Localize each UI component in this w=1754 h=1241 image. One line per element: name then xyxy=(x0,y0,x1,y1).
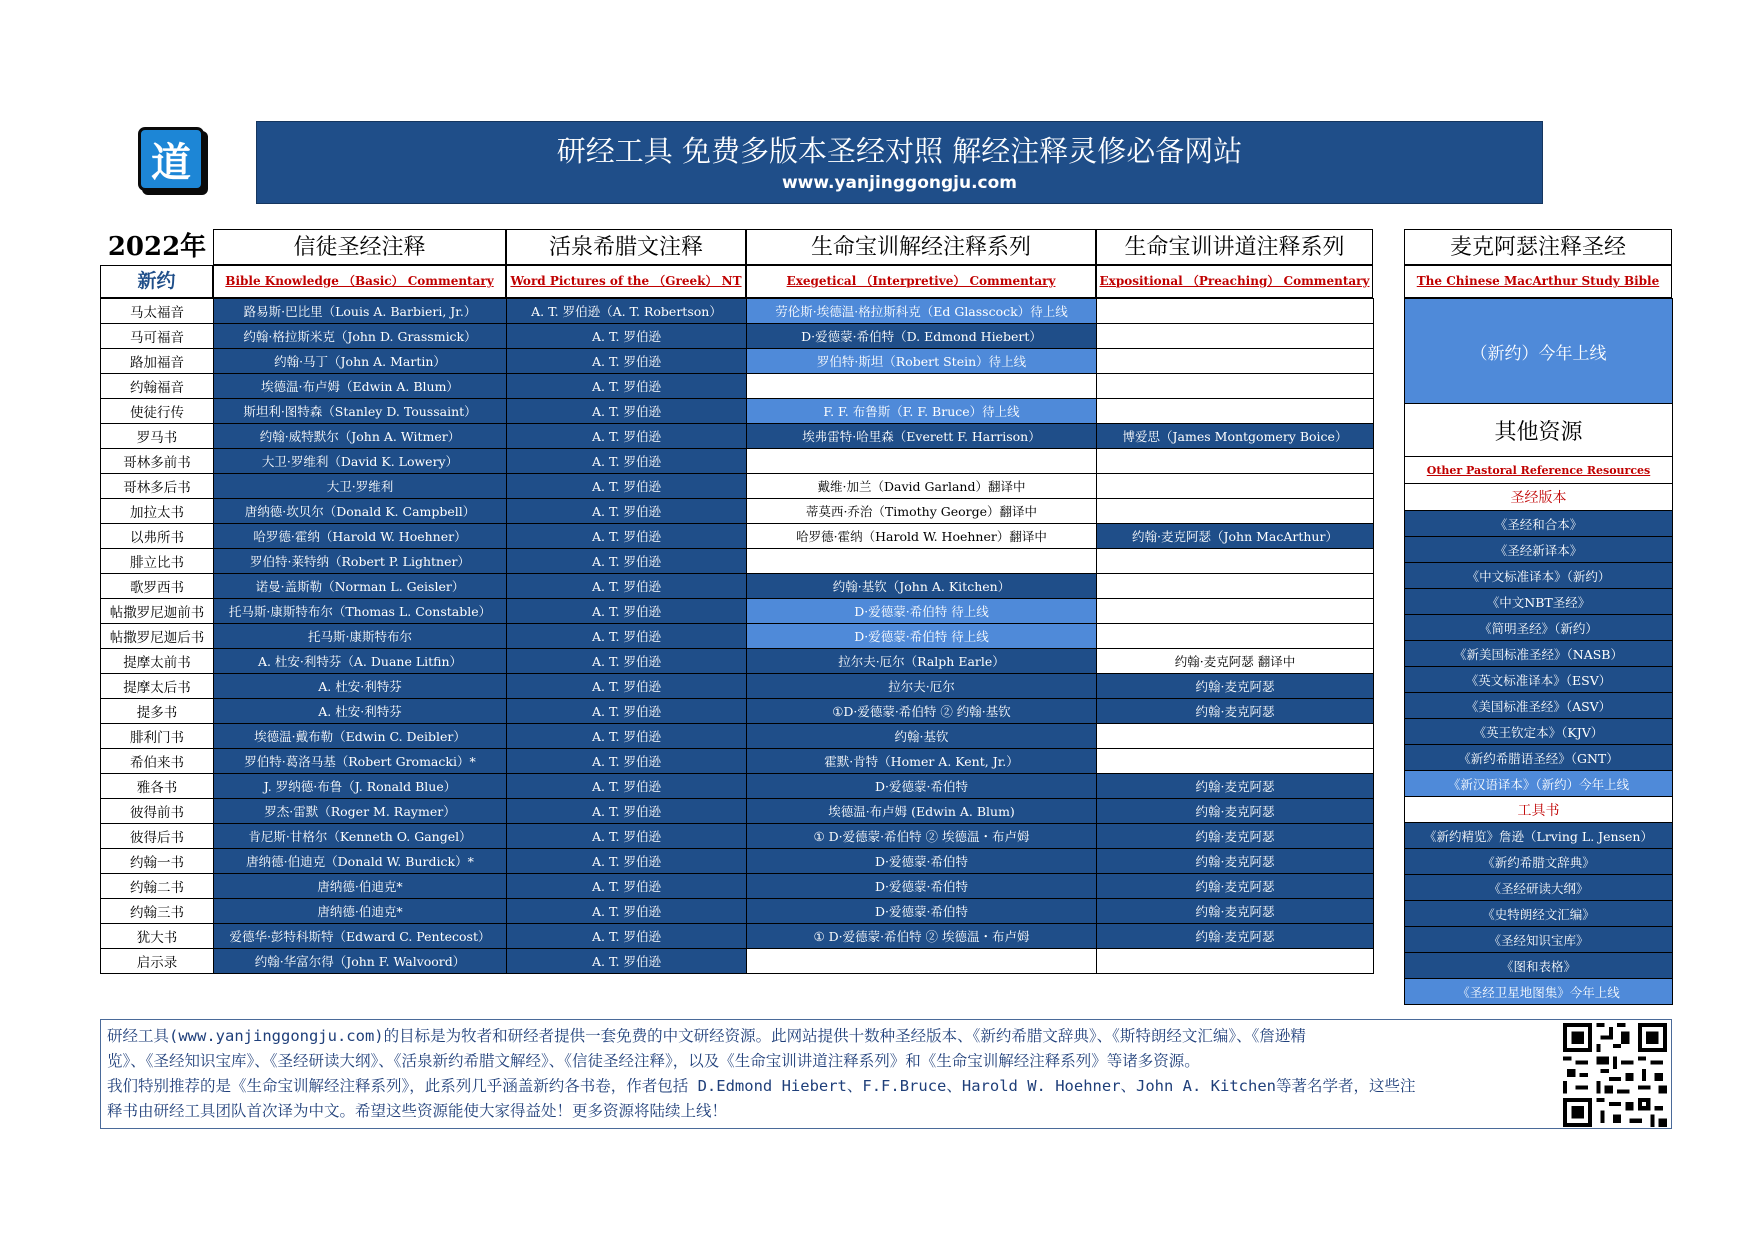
exegetical-author xyxy=(747,449,1097,474)
wp-author[interactable]: A. T. 罗伯逊 xyxy=(507,749,747,774)
book-name[interactable]: 启示录 xyxy=(101,949,214,974)
expositional-author[interactable]: 约翰·麦克阿瑟 xyxy=(1097,674,1374,699)
book-name[interactable]: 罗马书 xyxy=(101,424,214,449)
book-name[interactable]: 腓立比书 xyxy=(101,549,214,574)
expositional-author[interactable]: 约翰·麦克阿瑟（John MacArthur） xyxy=(1097,524,1374,549)
tools-label: 工具书 xyxy=(1405,797,1673,823)
book-name[interactable]: 提多书 xyxy=(101,699,214,724)
tool-item[interactable]: 《图和表格》 xyxy=(1405,953,1673,979)
wp-author[interactable]: A. T. 罗伯逊 xyxy=(507,849,747,874)
bkc-author[interactable]: A. 杜安·利特芬（A. Duane Litfin） xyxy=(214,649,507,674)
bkc-author[interactable]: A. 杜安·利特芬 xyxy=(214,699,507,724)
expositional-author xyxy=(1097,449,1374,474)
exegetical-author[interactable]: ①D·爱德蒙·希伯特 ② 约翰·基钦 xyxy=(747,699,1097,724)
versions-label: 圣经版本 xyxy=(1405,484,1673,511)
book-name[interactable]: 腓利门书 xyxy=(101,724,214,749)
other-resources-title: 其他资源 xyxy=(1405,404,1673,457)
version-item[interactable]: 《圣经新译本》 xyxy=(1405,537,1673,563)
exegetical-author xyxy=(747,949,1097,974)
book-name[interactable]: 约翰一书 xyxy=(101,849,214,874)
expositional-author[interactable]: 约翰·麦克阿瑟 xyxy=(1097,899,1374,924)
footer-box xyxy=(100,1019,1672,1129)
book-name[interactable]: 哥林多前书 xyxy=(101,449,214,474)
bkc-author[interactable]: 哈罗德·霍纳（Harold W. Hoehner） xyxy=(214,524,507,549)
exegetical-author[interactable]: D·爱德蒙·希伯特 待上线 xyxy=(747,599,1097,624)
table-row xyxy=(101,399,1374,424)
bkc-author[interactable]: 唐纳德·坎贝尔（Donald K. Campbell） xyxy=(214,499,507,524)
expositional-author xyxy=(1097,749,1374,774)
tool-item[interactable]: 《史特朗经文汇编》 xyxy=(1405,901,1673,927)
bkc-author[interactable]: 大卫·罗维利 xyxy=(214,474,507,499)
bkc-author[interactable]: 爱德华·彭特科斯特（Edward C. Pentecost） xyxy=(214,924,507,949)
book-name[interactable]: 提摩太前书 xyxy=(101,649,214,674)
bkc-author[interactable]: 唐纳德·伯迪克（Donald W. Burdick）* xyxy=(214,849,507,874)
bkc-author[interactable]: 肯尼斯·甘格尔（Kenneth O. Gangel） xyxy=(214,824,507,849)
col-title-macarthur: 麦克阿瑟注释圣经 xyxy=(1404,229,1672,265)
footer-text xyxy=(107,1024,1547,1124)
book-name[interactable]: 约翰三书 xyxy=(101,899,214,924)
exegetical-author[interactable]: 拉尔夫·厄尔 xyxy=(747,674,1097,699)
expositional-author xyxy=(1097,724,1374,749)
expositional-author xyxy=(1097,474,1374,499)
table-row xyxy=(101,449,1374,474)
col-sub-exegetical[interactable]: Exegetical （Interpretive） Commentary xyxy=(746,265,1096,298)
book-name[interactable]: 加拉太书 xyxy=(101,499,214,524)
wp-author[interactable]: A. T. 罗伯逊 xyxy=(507,574,747,599)
wp-author[interactable]: A. T. 罗伯逊 xyxy=(507,474,747,499)
table-row xyxy=(101,649,1374,674)
wp-author[interactable]: A. T. 罗伯逊 xyxy=(507,924,747,949)
col-title-expositional: 生命宝训讲道注释系列 xyxy=(1096,229,1373,265)
version-item[interactable]: 《新汉语译本》（新约）今年上线 xyxy=(1405,771,1673,797)
book-name[interactable]: 帖撒罗尼迦前书 xyxy=(101,599,214,624)
table-row xyxy=(101,599,1374,624)
table-row xyxy=(101,699,1374,724)
bkc-author[interactable]: 大卫·罗维利（David K. Lowery） xyxy=(214,449,507,474)
exegetical-author[interactable]: D·爱德蒙·希伯特 待上线 xyxy=(747,624,1097,649)
bkc-author[interactable]: 埃德温·布卢姆（Edwin A. Blum） xyxy=(214,374,507,399)
bkc-author[interactable]: 约翰·马丁（John A. Martin） xyxy=(214,349,507,374)
wp-author[interactable]: A. T. 罗伯逊 xyxy=(507,549,747,574)
exegetical-author[interactable]: F. F. 布鲁斯（F. F. Bruce）待上线 xyxy=(747,399,1097,424)
exegetical-author[interactable]: 埃德温·布卢姆 (Edwin A. Blum) xyxy=(747,799,1097,824)
table-row xyxy=(101,874,1374,899)
bkc-author[interactable]: 唐纳德·伯迪克* xyxy=(214,874,507,899)
exegetical-author[interactable]: 蒂莫西·乔治（Timothy George）翻译中 xyxy=(747,499,1097,524)
exegetical-author[interactable]: ① D·爱德蒙·希伯特 ② 埃德温・布卢姆 xyxy=(747,824,1097,849)
col-sub-expositional[interactable]: Expositional （Preaching） Commentary xyxy=(1096,265,1373,298)
expositional-author xyxy=(1097,599,1374,624)
footer-line: 释书由研经工具团队首次译为中文。希望这些资源能使大家得益处！更多资源将陆续上线！ xyxy=(107,1102,728,1120)
banner-url[interactable]: www.yanjinggongju.com xyxy=(781,173,1018,193)
logo-char: 道 xyxy=(138,127,204,191)
footer-line: 览》、《圣经知识宝库》、《圣经研读大纲》、《活泉新约希腊文解经》、《信徒圣经注释》，以及《生命宝训讲道注释系列》和《生命宝训解经注释系列》等诸多资源。 xyxy=(107,1052,1200,1070)
version-item[interactable]: 《美国标准圣经》（ASV） xyxy=(1405,693,1673,719)
site-logo[interactable] xyxy=(138,127,210,195)
table-row xyxy=(101,499,1374,524)
book-name[interactable]: 路加福音 xyxy=(101,349,214,374)
expositional-author xyxy=(1097,374,1374,399)
wp-author[interactable]: A. T. 罗伯逊 xyxy=(507,399,747,424)
expositional-author[interactable]: 约翰·麦克阿瑟 xyxy=(1097,699,1374,724)
exegetical-author xyxy=(747,549,1097,574)
exegetical-author[interactable]: D·爱德蒙·希伯特 xyxy=(747,899,1097,924)
expositional-author[interactable]: 约翰·麦克阿瑟 xyxy=(1097,774,1374,799)
wp-author[interactable]: A. T. 罗伯逊 xyxy=(507,449,747,474)
bkc-author[interactable]: 托马斯·康斯特布尔（Thomas L. Constable） xyxy=(214,599,507,624)
table-row xyxy=(101,374,1374,399)
bkc-author[interactable]: 约翰·威特默尔（John A. Witmer） xyxy=(214,424,507,449)
table-row xyxy=(101,824,1374,849)
table-row xyxy=(101,299,1374,324)
bkc-author[interactable]: 埃德温·戴布勒（Edwin C. Deibler） xyxy=(214,724,507,749)
col-title-bkc: 信徒圣经注释 xyxy=(213,229,506,265)
new-testament-label: 新约 xyxy=(100,265,213,298)
wp-author[interactable]: A. T. 罗伯逊 xyxy=(507,674,747,699)
tool-item[interactable]: 《圣经研读大纲》 xyxy=(1405,875,1673,901)
col-title-exegetical: 生命宝训解经注释系列 xyxy=(746,229,1096,265)
version-item[interactable]: 《英王钦定本》（KJV） xyxy=(1405,719,1673,745)
col-sub-bkc[interactable]: Bible Knowledge （Basic） Commentary xyxy=(213,265,506,298)
book-name[interactable]: 约翰二书 xyxy=(101,874,214,899)
wp-author[interactable]: A. T. 罗伯逊 xyxy=(507,699,747,724)
exegetical-author xyxy=(747,374,1097,399)
exegetical-author[interactable]: 哈罗德·霍纳（Harold W. Hoehner）翻译中 xyxy=(747,524,1097,549)
book-name[interactable]: 彼得后书 xyxy=(101,824,214,849)
exegetical-author[interactable]: D·爱德蒙·希伯特 xyxy=(747,874,1097,899)
expositional-author xyxy=(1097,949,1374,974)
table-row xyxy=(101,749,1374,774)
col-title-word-pictures: 活泉希腊文注释 xyxy=(506,229,746,265)
version-item[interactable]: 《新约希腊语圣经》（GNT） xyxy=(1405,745,1673,771)
expositional-author xyxy=(1097,299,1374,324)
banner-title: 研经工具 免费多版本圣经对照 解经注释灵修必备网站 xyxy=(556,134,1243,168)
wp-author[interactable]: A. T. 罗伯逊 xyxy=(507,799,747,824)
wp-author[interactable]: A. T. 罗伯逊 xyxy=(507,424,747,449)
banner xyxy=(256,121,1543,204)
bkc-author[interactable]: 诺曼·盖斯勒（Norman L. Geisler） xyxy=(214,574,507,599)
table-row xyxy=(101,524,1374,549)
macarthur-status[interactable]: （新约）今年上线 xyxy=(1405,299,1673,404)
wp-author[interactable]: A. T. 罗伯逊（A. T. Robertson） xyxy=(507,299,747,324)
bkc-author[interactable]: 罗伯特·莱特纳（Robert P. Lightner） xyxy=(214,549,507,574)
exegetical-author[interactable]: D·爱德蒙·希伯特 xyxy=(747,849,1097,874)
bkc-author[interactable]: 斯坦利·图特森（Stanley D. Toussaint） xyxy=(214,399,507,424)
book-name[interactable]: 犹大书 xyxy=(101,924,214,949)
table-row xyxy=(101,949,1374,974)
wp-author[interactable]: A. T. 罗伯逊 xyxy=(507,774,747,799)
wp-author[interactable]: A. T. 罗伯逊 xyxy=(507,599,747,624)
bkc-author[interactable]: 路易斯·巴比里（Louis A. Barbieri, Jr.） xyxy=(214,299,507,324)
table-row xyxy=(101,324,1374,349)
wp-author[interactable]: A. T. 罗伯逊 xyxy=(507,899,747,924)
bkc-author[interactable]: 托马斯·康斯特布尔 xyxy=(214,624,507,649)
exegetical-author[interactable]: D·爱德蒙·希伯特 xyxy=(747,774,1097,799)
wp-author[interactable]: A. T. 罗伯逊 xyxy=(507,324,747,349)
bkc-author[interactable]: 唐纳德·伯迪克* xyxy=(214,899,507,924)
tool-item[interactable]: 《圣经卫星地图集》今年上线 xyxy=(1405,979,1673,1005)
year-label: 2022年 xyxy=(107,232,207,262)
tool-item[interactable]: 《新约希腊文辞典》 xyxy=(1405,849,1673,875)
table-row xyxy=(101,799,1374,824)
exegetical-author[interactable]: 约翰·基钦 xyxy=(747,724,1097,749)
table-row xyxy=(101,624,1374,649)
table-row xyxy=(101,574,1374,599)
exegetical-author[interactable]: 霍默·肯特（Homer A. Kent, Jr.） xyxy=(747,749,1097,774)
wp-author[interactable]: A. T. 罗伯逊 xyxy=(507,649,747,674)
book-name[interactable]: 歌罗西书 xyxy=(101,574,214,599)
table-row xyxy=(101,549,1374,574)
expositional-author[interactable]: 约翰·麦克阿瑟 翻译中 xyxy=(1097,649,1374,674)
table-row xyxy=(101,849,1374,874)
footer-line: 我们特别推荐的是《生命宝训解经注释系列》，此系列几乎涵盖新约各书卷，作者包括 D.Edmond Hiebert、F.F.Bruce、Harold W. Hoehner、John A. Kitchen等著名学者，这些注 xyxy=(107,1077,1416,1095)
bkc-author[interactable]: A. 杜安·利特芬 xyxy=(214,674,507,699)
col-sub-word-pictures[interactable]: Word Pictures of the （Greek） NT xyxy=(506,265,746,298)
expositional-author xyxy=(1097,349,1374,374)
table-row xyxy=(101,674,1374,699)
expositional-author[interactable]: 约翰·麦克阿瑟 xyxy=(1097,849,1374,874)
book-name[interactable]: 提摩太后书 xyxy=(101,674,214,699)
expositional-author[interactable]: 约翰·麦克阿瑟 xyxy=(1097,799,1374,824)
exegetical-author[interactable]: 约翰·基钦（John A. Kitchen） xyxy=(747,574,1097,599)
expositional-author xyxy=(1097,624,1374,649)
wp-author[interactable]: A. T. 罗伯逊 xyxy=(507,374,747,399)
book-name[interactable]: 帖撒罗尼迦后书 xyxy=(101,624,214,649)
table-row xyxy=(101,924,1374,949)
bkc-author[interactable]: 约翰·华富尔得（John F. Walvoord） xyxy=(214,949,507,974)
version-item[interactable]: 《简明圣经》（新约） xyxy=(1405,615,1673,641)
book-name[interactable]: 约翰福音 xyxy=(101,374,214,399)
book-name[interactable]: 马可福音 xyxy=(101,324,214,349)
exegetical-author[interactable]: ① D·爱德蒙·希伯特 ② 埃德温・布卢姆 xyxy=(747,924,1097,949)
wp-author[interactable]: A. T. 罗伯逊 xyxy=(507,524,747,549)
book-name[interactable]: 哥林多后书 xyxy=(101,474,214,499)
table-row xyxy=(101,899,1374,924)
exegetical-author[interactable]: 劳伦斯·埃德温·格拉斯科克（Ed Glasscock）待上线 xyxy=(747,299,1097,324)
col-sub-macarthur[interactable]: The Chinese MacArthur Study Bible xyxy=(1404,265,1672,298)
expositional-author xyxy=(1097,499,1374,524)
expositional-author xyxy=(1097,399,1374,424)
other-resources-sub[interactable]: Other Pastoral Reference Resources xyxy=(1405,457,1673,484)
book-name[interactable]: 雅各书 xyxy=(101,774,214,799)
exegetical-author[interactable]: 埃弗雷特·哈里森（Everett F. Harrison） xyxy=(747,424,1097,449)
wp-author[interactable]: A. T. 罗伯逊 xyxy=(507,724,747,749)
bkc-author[interactable]: 罗杰·雷默（Roger M. Raymer） xyxy=(214,799,507,824)
exegetical-author[interactable]: 拉尔夫·厄尔（Ralph Earle） xyxy=(747,649,1097,674)
version-item[interactable]: 《中文NBT圣经》 xyxy=(1405,589,1673,615)
version-item[interactable]: 《英文标准译本》（ESV） xyxy=(1405,667,1673,693)
wp-author[interactable]: A. T. 罗伯逊 xyxy=(507,824,747,849)
tool-item[interactable]: 《新约精览》詹逊（Lrving L. Jensen） xyxy=(1405,823,1673,849)
expositional-author[interactable]: 约翰·麦克阿瑟 xyxy=(1097,924,1374,949)
book-name[interactable]: 马太福音 xyxy=(101,299,214,324)
bkc-author[interactable]: J. 罗纳德·布鲁（J. Ronald Blue） xyxy=(214,774,507,799)
qr-code-icon[interactable] xyxy=(1563,1023,1667,1127)
expositional-author xyxy=(1097,574,1374,599)
expositional-author[interactable]: 约翰·麦克阿瑟 xyxy=(1097,824,1374,849)
tool-item[interactable]: 《圣经知识宝库》 xyxy=(1405,927,1673,953)
exegetical-author[interactable]: D·爱德蒙·希伯特（D. Edmond Hiebert） xyxy=(747,324,1097,349)
footer-line: 研经工具(www.yanjinggongju.com)的目标是为牧者和研经者提供一套免费的中文研经资源。此网站提供十数种圣经版本、《新约希腊文辞典》、《斯特朗经文汇编》、《詹逊精 xyxy=(107,1027,1306,1045)
table-row xyxy=(101,474,1374,499)
book-name[interactable]: 希伯来书 xyxy=(101,749,214,774)
wp-author[interactable]: A. T. 罗伯逊 xyxy=(507,349,747,374)
expositional-author[interactable]: 约翰·麦克阿瑟 xyxy=(1097,874,1374,899)
exegetical-author[interactable]: 罗伯特·斯坦（Robert Stein）待上线 xyxy=(747,349,1097,374)
table-row xyxy=(101,774,1374,799)
commentary-table xyxy=(100,298,1374,974)
version-item[interactable]: 《新美国标准圣经》（NASB） xyxy=(1405,641,1673,667)
resources-column xyxy=(1404,298,1673,1005)
book-name[interactable]: 以弗所书 xyxy=(101,524,214,549)
wp-author[interactable]: A. T. 罗伯逊 xyxy=(507,949,747,974)
table-row xyxy=(101,349,1374,374)
wp-author[interactable]: A. T. 罗伯逊 xyxy=(507,874,747,899)
bkc-author[interactable]: 约翰·格拉斯米克（John D. Grassmick） xyxy=(214,324,507,349)
wp-author[interactable]: A. T. 罗伯逊 xyxy=(507,624,747,649)
book-name[interactable]: 彼得前书 xyxy=(101,799,214,824)
version-item[interactable]: 《中文标准译本》（新约） xyxy=(1405,563,1673,589)
exegetical-author[interactable]: 戴维·加兰（David Garland）翻译中 xyxy=(747,474,1097,499)
expositional-author[interactable]: 博爱思（James Montgomery Boice） xyxy=(1097,424,1374,449)
expositional-author xyxy=(1097,324,1374,349)
table-row xyxy=(101,724,1374,749)
wp-author[interactable]: A. T. 罗伯逊 xyxy=(507,499,747,524)
version-item[interactable]: 《圣经和合本》 xyxy=(1405,511,1673,537)
bkc-author[interactable]: 罗伯特·葛洛马基（Robert Gromacki）* xyxy=(214,749,507,774)
expositional-author xyxy=(1097,549,1374,574)
table-row xyxy=(101,424,1374,449)
book-name[interactable]: 使徒行传 xyxy=(101,399,214,424)
